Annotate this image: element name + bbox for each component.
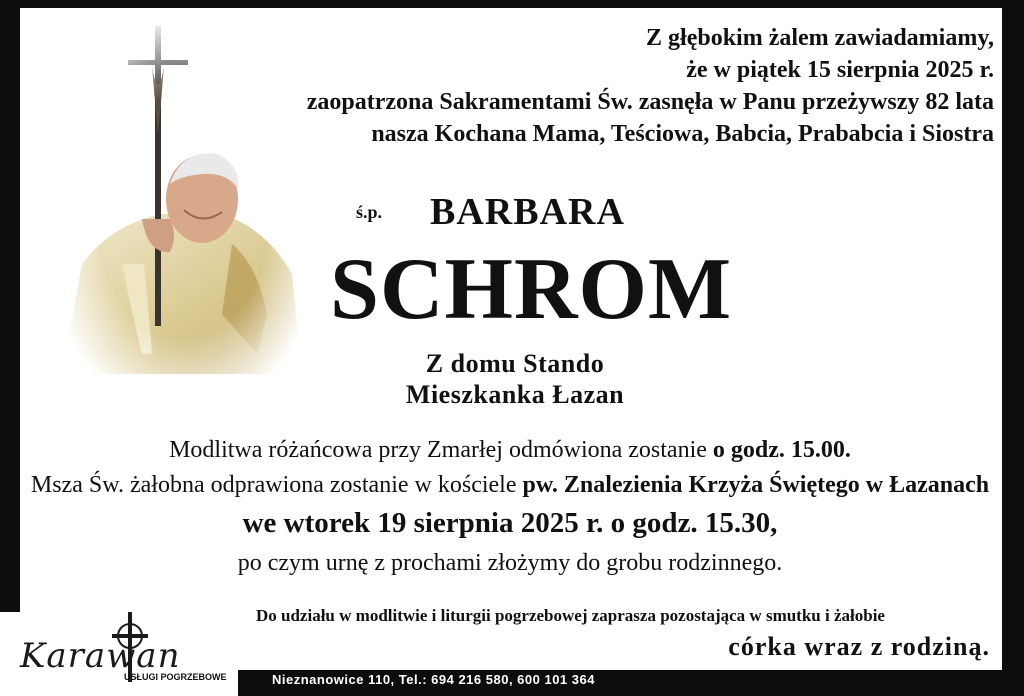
rosary-text: Modlitwa różańcowa przy Zmarłej odmówiona zostanie — [169, 437, 713, 463]
maiden-and-residence — [380, 348, 650, 410]
rosary-line — [20, 437, 1000, 464]
mass-text: Msza Św. żałobna odprawiona zostanie w kościele — [30, 472, 523, 498]
mass-church: pw. Znalezienia Krzyża Świętego w Łazanach — [522, 472, 990, 498]
frame-top — [0, 0, 1024, 8]
logo-name: Karawan — [20, 636, 181, 676]
intro-line: Z głębokim żalem zawiadamiamy, — [646, 25, 994, 51]
rosary-time: o godz. 15.00. — [712, 437, 851, 463]
intro-text — [274, 22, 994, 150]
burial-line: po czym urnę z prochami złożymy do grobu rodzinnego. — [237, 550, 783, 576]
intro-line: nasza Kochana Mama, Teściowa, Babcia, Prababcia i Siostra — [371, 121, 994, 147]
sp-prefix: ś.p. — [356, 202, 383, 222]
mass-line — [20, 472, 1000, 499]
frame-right — [1002, 0, 1024, 696]
family-signature: córka wraz z rodziną. — [728, 632, 990, 661]
invitation: Do udziału w modlitwie i liturgii pogrzebowej zaprasza pozostająca w smutku i żałobie — [256, 606, 885, 625]
mass-date: we wtorek 19 sierpnia 2025 r. o godz. 15.30, — [242, 507, 778, 539]
frame-left — [0, 0, 20, 612]
residence: Mieszkanka Łazan — [405, 380, 625, 409]
intro-line: że w piątek 15 sierpnia 2025 r. — [686, 57, 994, 83]
logo-tagline: USŁUGI POGRZEBOWE — [124, 672, 227, 682]
funeral-home-logo — [20, 612, 240, 696]
maiden-name: Z domu Stando — [425, 349, 605, 378]
surname: SCHROM — [330, 241, 732, 338]
first-name: BARBARA — [430, 191, 625, 233]
intro-line: zaopatrzona Sakramentami Św. zasnęła w Panu przeżywszy 82 lata — [306, 89, 994, 115]
footer-contact: Nieznanowice 110, Tel.: 694 216 580, 600 101 364 — [272, 672, 595, 687]
